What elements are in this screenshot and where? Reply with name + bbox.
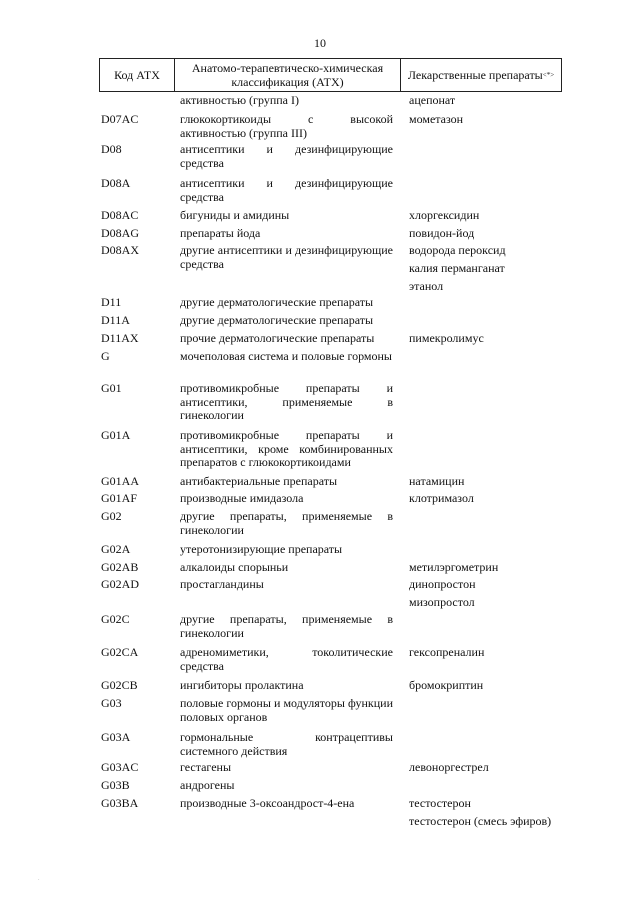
scan-mark: . (38, 876, 40, 882)
drug-name: мизопростол (409, 595, 475, 609)
atc-classification: другие антисептики и дезинфицирующие средства (180, 243, 393, 271)
atc-classification: другие дерматологические препараты (180, 313, 374, 327)
atc-classification: прочие дерматологические препараты (180, 331, 375, 345)
atc-code: G03BA (101, 796, 139, 810)
atc-classification: бигуниды и амидины (180, 208, 290, 222)
drug-name: тестостерон (409, 796, 471, 810)
atc-code: D08AG (101, 226, 139, 240)
atc-code: D08AX (101, 243, 139, 257)
drug-list (409, 761, 569, 779)
drug-list (409, 209, 569, 227)
atc-code: G01AA (101, 474, 139, 488)
atc-code: G03 (101, 696, 122, 710)
atc-code: G03A (101, 730, 131, 744)
drug-name: левоноргестрел (409, 760, 489, 774)
atc-code: D08A (101, 176, 131, 190)
atc-classification: утеротонизирующие препараты (180, 542, 343, 556)
atc-classification: производные имидазола (180, 491, 304, 505)
drug-name: метилэргометрин (409, 560, 499, 574)
atc-code: G02CA (101, 645, 139, 659)
atc-classification: андрогены (180, 778, 235, 792)
atc-code: G (101, 349, 110, 363)
drug-list (409, 646, 569, 664)
drug-list (409, 578, 569, 614)
header-drugs (401, 59, 561, 91)
drug-name: хлоргексидин (409, 208, 480, 222)
atc-code: D08AC (101, 208, 139, 222)
drug-list (409, 332, 569, 350)
drug-name: натамицин (409, 474, 465, 488)
atc-classification: противомикробные препараты и антисептики, кроме комбинированных препаратов с глюкокортикоидами (180, 428, 393, 469)
drug-name: пимекролимус (409, 331, 484, 345)
atc-code: G02 (101, 509, 122, 523)
atc-classification: половые гормоны и модуляторы функции половых органов (180, 696, 393, 724)
page-number: 10 (314, 36, 326, 50)
drug-name: гексопреналин (409, 645, 485, 659)
drug-list (409, 679, 569, 697)
table-header (99, 58, 562, 92)
atc-classification: глюкокортикоиды с высокой активностью (группа III) (180, 112, 393, 140)
atc-classification: другие препараты, применяемые в гинекологии (180, 612, 393, 640)
atc-classification: алкалоиды спорыньи (180, 560, 289, 574)
atc-code: G02C (101, 612, 130, 626)
atc-classification: производные 3-оксоандрост-4-ена (180, 796, 355, 810)
header-classification: Анатомо-терапевтическо-химическая классификация (АТХ) (175, 59, 401, 91)
atc-classification: антибактериальные препараты (180, 474, 338, 488)
atc-code: G03AC (101, 760, 139, 774)
atc-code: D11 (101, 295, 122, 309)
atc-classification: противомикробные препараты и антисептики, применяемые в гинекологии (180, 381, 393, 422)
drug-list (409, 113, 569, 131)
atc-classification: простагландины (180, 577, 264, 591)
drug-name: водорода пероксид (409, 243, 506, 257)
drug-name: клотримазол (409, 491, 474, 505)
atc-classification: антисептики и дезинфицирующие средства (180, 176, 393, 204)
atc-classification: ингибиторы пролактина (180, 678, 304, 692)
drug-name: повидон-йод (409, 226, 475, 240)
atc-classification: гестагены (180, 760, 232, 774)
atc-code: G02AD (101, 577, 139, 591)
atc-classification: гормональные контрацептивы системного действия (180, 730, 393, 758)
atc-code: G01AF (101, 491, 138, 505)
atc-code: G02A (101, 542, 131, 556)
drug-name: тестостерон (смесь эфиров) (409, 814, 552, 828)
atc-code: D07AC (101, 112, 139, 126)
atc-code: G03B (101, 778, 130, 792)
atc-code: G02CB (101, 678, 138, 692)
drug-name: калия перманганат (409, 261, 505, 275)
atc-code: G02AB (101, 560, 139, 574)
drug-name: ацепонат (409, 93, 456, 107)
header-drugs-label: Лекарственные препараты (407, 68, 543, 82)
drug-name: динопростон (409, 577, 476, 591)
drug-name: бромокриптин (409, 678, 484, 692)
header-code: Код АТХ (100, 59, 175, 91)
atc-code: G01 (101, 381, 122, 395)
atc-code: G01A (101, 428, 131, 442)
atc-classification: другие препараты, применяемые в гинекологии (180, 509, 393, 537)
drug-name: мометазон (409, 112, 464, 126)
atc-classification: препараты йода (180, 226, 261, 240)
atc-code: D11AX (101, 331, 139, 345)
atc-code: D11A (101, 313, 130, 327)
atc-classification: адреномиметики, токолитические средства (180, 645, 393, 673)
drug-list (409, 797, 569, 833)
atc-classification: активностью (группа I) (180, 93, 299, 107)
atc-code: D08 (101, 142, 122, 156)
atc-classification: мочеполовая система и половые гормоны (180, 349, 392, 363)
atc-classification: другие дерматологические препараты (180, 295, 374, 309)
drug-list (409, 244, 569, 298)
header-drugs-note: <*> (542, 71, 555, 79)
drug-list (409, 492, 569, 510)
drug-name: этанол (409, 279, 444, 293)
atc-classification: антисептики и дезинфицирующие средства (180, 142, 393, 170)
drug-list (409, 94, 569, 112)
